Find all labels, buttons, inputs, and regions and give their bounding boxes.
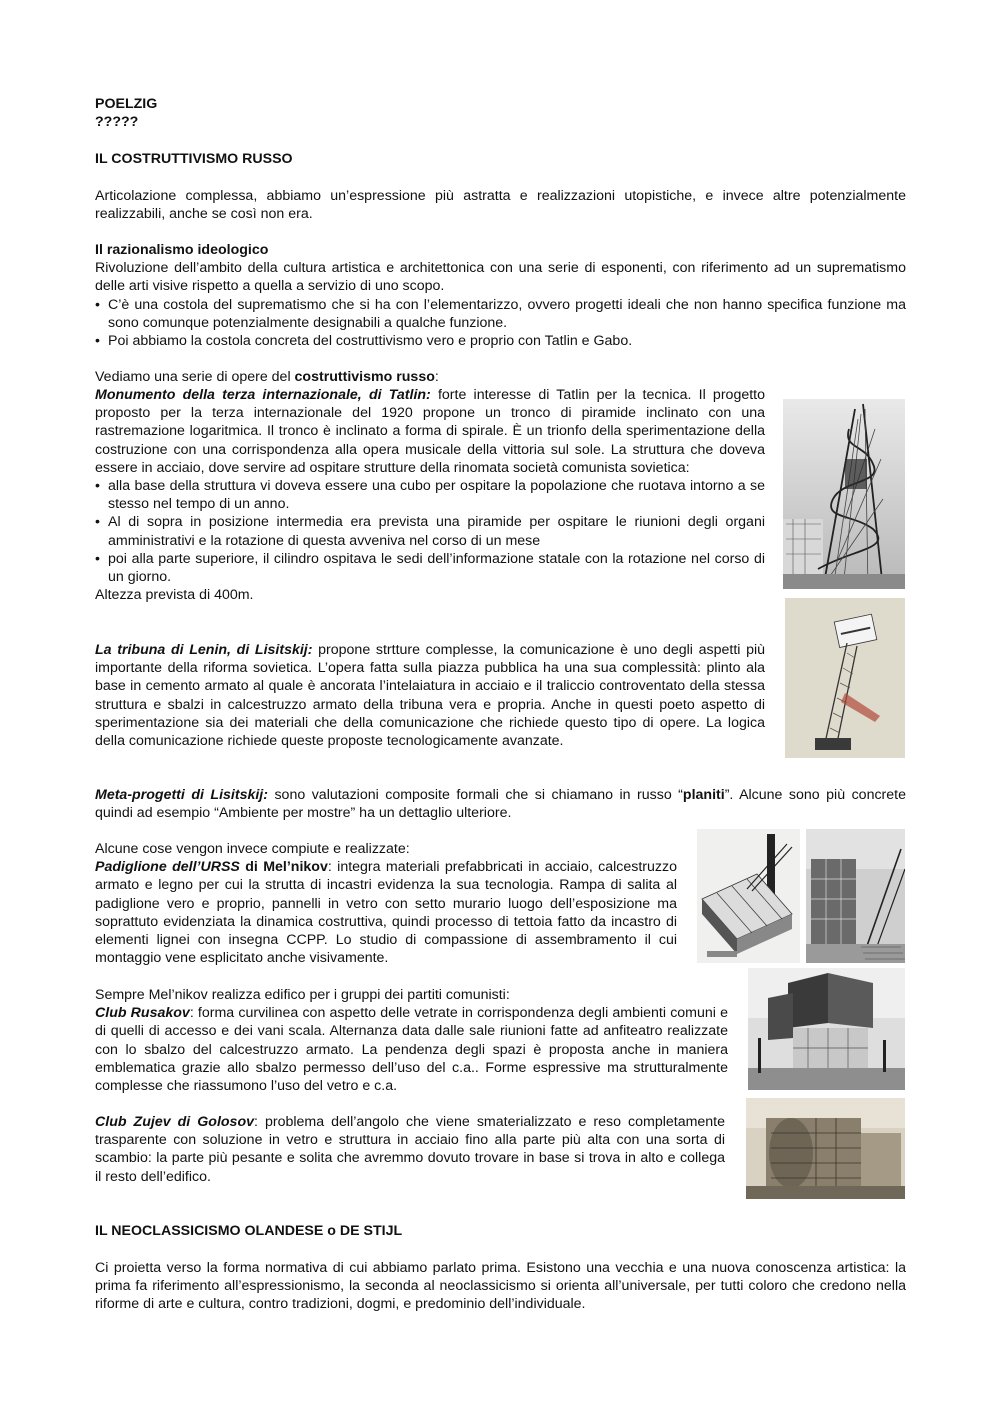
padiglione-title: Padiglione dell’URSS — [95, 859, 240, 876]
destijl-paragraph: Ci proietta verso la forma normativa di cui abbiamo parlato prima. Esistono una vecchia e una nuova conoscenza artistica: la prima fa riferimento all’espressionismo, la seconda al neoclassicismo si orienta all’universale, per tutti coloro che credono nella riforme di arte e cultura, contro tradizioni, dogmi, e predominio dell’individuale. — [95, 1260, 906, 1313]
ursss-pavilion-drawing — [697, 829, 800, 963]
bullet: • — [95, 550, 100, 567]
zujev-title: Club Zujev di Golosov — [95, 1114, 255, 1130]
melnikov-intro: Sempre Mel’nikov realizza edifico per i gruppi dei partiti comunisti: — [95, 987, 510, 1003]
opere-intro-bold: costruttivismo russo — [294, 369, 435, 385]
tatlin-paragraph — [95, 386, 765, 477]
intro-paragraph: Articolazione complessa, abbiamo un’espressione più astratta e realizzazioni utopistiche, e invece altre potenzialmente realizzabili, anche se così non era. — [95, 188, 906, 223]
header-line-1: POELZIG — [95, 96, 158, 112]
padiglione-di: di — [239, 859, 264, 876]
ursss-pavilion-photo — [806, 829, 905, 963]
padiglione-author: Mel’nikov — [263, 859, 328, 876]
section-title-costruttivismo: IL COSTRUTTIVISMO RUSSO — [95, 151, 293, 167]
header-line-2: ????? — [95, 114, 139, 131]
bullet-text: Poi abbiamo la costola concreta del costruttivismo vero e proprio con Tatlin e Gabo. — [108, 333, 633, 350]
list-item — [95, 550, 765, 586]
bullet-text: Al di sopra in posizione intermedia era prevista una piramide per ospitare le riunioni degli organi amministrativi e la rotazione di questa avveniva nel corso di un mese — [108, 514, 765, 549]
tatlin-height: Altezza prevista di 400m. — [95, 587, 254, 604]
tatlin-title: Monumento della terza internazionale, di Tatlin: — [95, 387, 431, 403]
section-title-destijl: IL NEOCLASSICISMO OLANDESE o DE STIJL — [95, 1223, 403, 1239]
tatlin-block — [95, 386, 765, 604]
opere-intro-colon: : — [434, 369, 439, 385]
meta-title: Meta-progetti di Lisitskij: — [95, 787, 268, 803]
meta-text-1: sono valutazioni composite formali che si chiamano in russo “ — [267, 787, 683, 803]
padiglione-text: : integra materiali prefabbricati in acciaio, calcestruzzo armato e legno per cui la strutta di incastri evidenza la sua tecnologia. Rampa di salita al padiglione vero e proprio, pannelli in vetro con setto murario luogo dell’esposizione ma soprattuto evidenziata la dinamica costruttiva, quindi processo di tettoia fatto da incastro di elementi lignei con insegna CCPP. Lo studio di compassione di assembramento il cui montaggio vene esplicitato anche visivamente. — [95, 859, 677, 967]
list-item — [95, 296, 906, 332]
rusakov-paragraph — [95, 1004, 728, 1095]
club-zujev-photo — [746, 1098, 905, 1199]
meta-block — [95, 786, 906, 822]
bullet-text: C’è una costola del suprematismo che si ha con l’elementarizzo, ovvero progetti ideali che non hanno specifica funzione ma sono comunque potenzialmente designabili a qualche funzione. — [108, 296, 906, 331]
meta-text-2: ”. Alcune sono più concrete quindi ad esempio “Ambiente per mostre” ha un dettaglio ulteriore. — [95, 787, 906, 822]
lenin-block — [95, 641, 765, 750]
realizzate-intro: Alcune cose vengon invece compiute e realizzate: — [95, 841, 410, 857]
bullet: • — [95, 333, 100, 350]
rusakov-title: Club Rusakov — [95, 1005, 190, 1022]
rusakov-text: : forma curvilinea con aspetto delle vetrate in corrispondenza degli ambienti comuni e di quelli di accesso e dei vani scala. Alternanza data dalle sale riunioni fatte ad anfiteatro realizzate con lo sbalzo del calcestruzzo armato. La pendenza degli spazi è proposta anche in maniera emblematica grazie allo sbalzo permesso dell’uso del c.a.. Forme espressive ma strutturalmente complesse che riassumono l’uso del vetro e c.a. — [95, 1005, 728, 1095]
list-item — [95, 477, 765, 513]
opere-intro-text: Vediamo una serie di opere del — [95, 369, 295, 385]
rusakov-block — [95, 986, 728, 1095]
opere-intro — [95, 368, 906, 386]
bullet: • — [95, 296, 100, 313]
zujev-block — [95, 1113, 725, 1186]
zujev-text: : problema dell’angolo che viene smaterializzato e reso completamente trasparente con soluzione in vetro e struttura in acciaio fino alla parte più alta con una sorta di scambio: la parte più pesante e solita che avremmo dovuto trovare in base si trova in alto e collega il resto dell’edifico. — [95, 1114, 726, 1185]
meta-bold: planiti — [682, 787, 725, 803]
bullet: • — [95, 478, 100, 495]
bullet-text: alla base della struttura vi doveva essere una cubo per ospitare la popolazione che ruotava intorno a se stesso nel tempo di un anno. — [108, 478, 765, 513]
padiglione-block — [95, 840, 677, 967]
tatlin-text: forte interesse di Tatlin per la tecnica. Il progetto proposto per la terza internazionale del 1920 propone un tronco di piramide inclinato con una rastremazione logaritmica. Il tronco è inclinato a forma di spirale. È un trionfo della sperimentazione della costruzione con una corrispondenza alla opera musicale della vittoria sul sole. La struttura che doveva essere in acciaio, dove servire ad ospitare strutture della rinomata società comunista sovietica: — [95, 387, 765, 476]
bullet: • — [95, 514, 100, 531]
list-item — [95, 513, 765, 549]
tatlin-tower-photo — [783, 399, 905, 589]
club-rusakov-photo — [748, 968, 905, 1090]
bullet-text: poi alla parte superiore, il cilindro ospitava le sedi dell’informazione statale con la rotazione nel corso di un giorno. — [108, 550, 765, 586]
razionalismo-text: Rivoluzione dell’ambito della cultura artistica e architettonica con una serie di esponenti, con riferimento ad un suprematismo delle arti visive rispetto a quella a servizio di uno scopo. — [95, 260, 906, 295]
list-item — [95, 332, 906, 350]
doc-header — [95, 95, 906, 131]
razionalismo-block — [95, 241, 906, 350]
lenin-title: La tribuna di Lenin, di Lisitskij: — [95, 642, 313, 658]
padiglione-paragraph — [95, 858, 677, 967]
lenin-text: propone strtture complesse, la comunicazione è uno degli aspetti più importante della riforma sovietica. L’opera fatta sulla piazza pubblica ha una sua complessità: plinto ala base in cemento armato al quale è ancorata l’intelaiatura in acciaio e il traliccio controventato della stessa struttura e sbalzi in calcestruzzo armato della tribuna vera e propria. Anche in questi poeto aspetto di sperimentazione sia dei materiali che della comunicazione che richiede questo tipo di opere. La logica della comunicazione richiede queste proposte tecnologicamente avanzate. — [95, 642, 765, 750]
razionalismo-title: Il razionalismo ideologico — [95, 242, 269, 258]
lenin-tribune-photo — [785, 598, 905, 758]
